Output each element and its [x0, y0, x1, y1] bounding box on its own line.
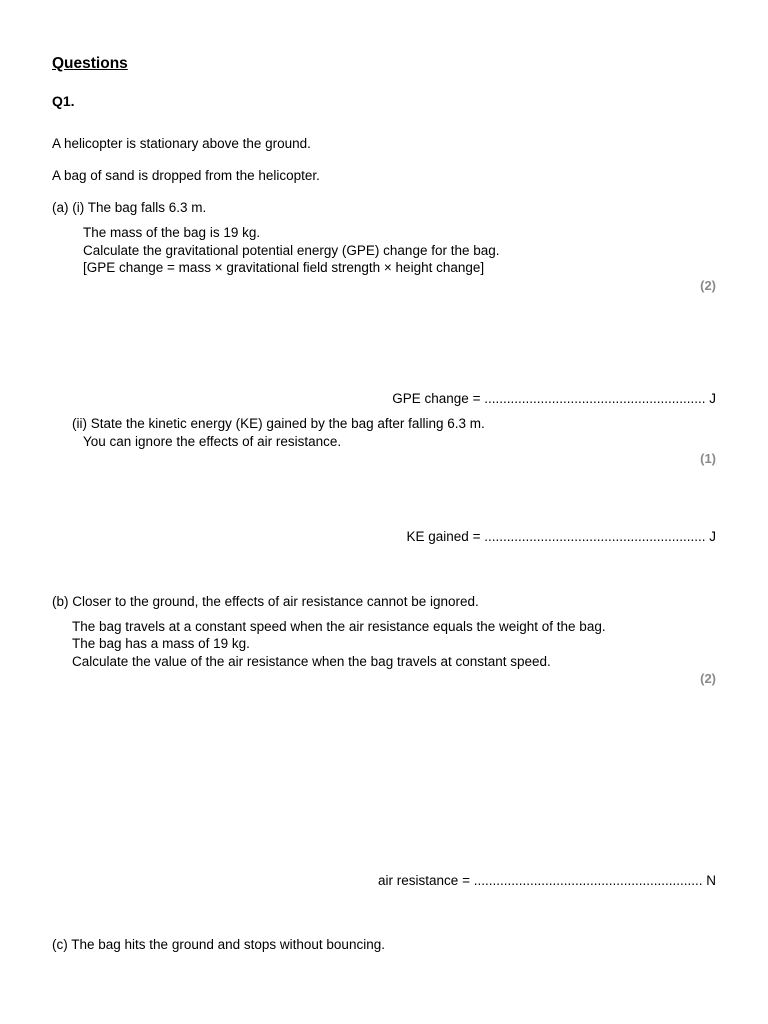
part-a-ii-marks: (1)	[700, 451, 716, 466]
part-a-i-label: (a) (i) The bag falls 6.3 m.	[52, 200, 207, 215]
part-a-ii-note: You can ignore the effects of air resistance.	[83, 434, 342, 449]
part-b-line-1: The bag travels at a constant speed when the air resistance equals the weight of the bag.	[72, 619, 606, 634]
part-a-i-equation: [GPE change = mass × gravitational field strength × height change]	[83, 260, 485, 275]
question-number: Q1.	[52, 93, 75, 109]
gpe-answer-line[interactable]: GPE change = ........................................................... J	[392, 391, 716, 406]
intro-line-2: A bag of sand is dropped from the helicopter.	[52, 168, 320, 183]
part-a-i-mass: The mass of the bag is 19 kg.	[83, 225, 261, 240]
ke-answer-line[interactable]: KE gained = ........................................................... J	[406, 529, 716, 544]
air-resistance-answer-line[interactable]: air resistance = ............................................................. N	[378, 873, 716, 888]
page-heading: Questions	[52, 55, 128, 72]
part-a-ii-label: (ii) State the kinetic energy (KE) gained by the bag after falling 6.3 m.	[72, 416, 485, 431]
part-b-line-3: Calculate the value of the air resistance when the bag travels at constant speed.	[72, 654, 551, 669]
intro-line-1: A helicopter is stationary above the ground.	[52, 136, 311, 151]
part-a-i-instruction: Calculate the gravitational potential energy (GPE) change for the bag.	[83, 243, 500, 258]
part-b-marks: (2)	[700, 671, 716, 686]
part-c-label: (c) The bag hits the ground and stops without bouncing.	[52, 937, 385, 952]
part-b-label: (b) Closer to the ground, the effects of air resistance cannot be ignored.	[52, 594, 479, 609]
part-a-i-marks: (2)	[700, 278, 716, 293]
part-b-line-2: The bag has a mass of 19 kg.	[72, 636, 250, 651]
